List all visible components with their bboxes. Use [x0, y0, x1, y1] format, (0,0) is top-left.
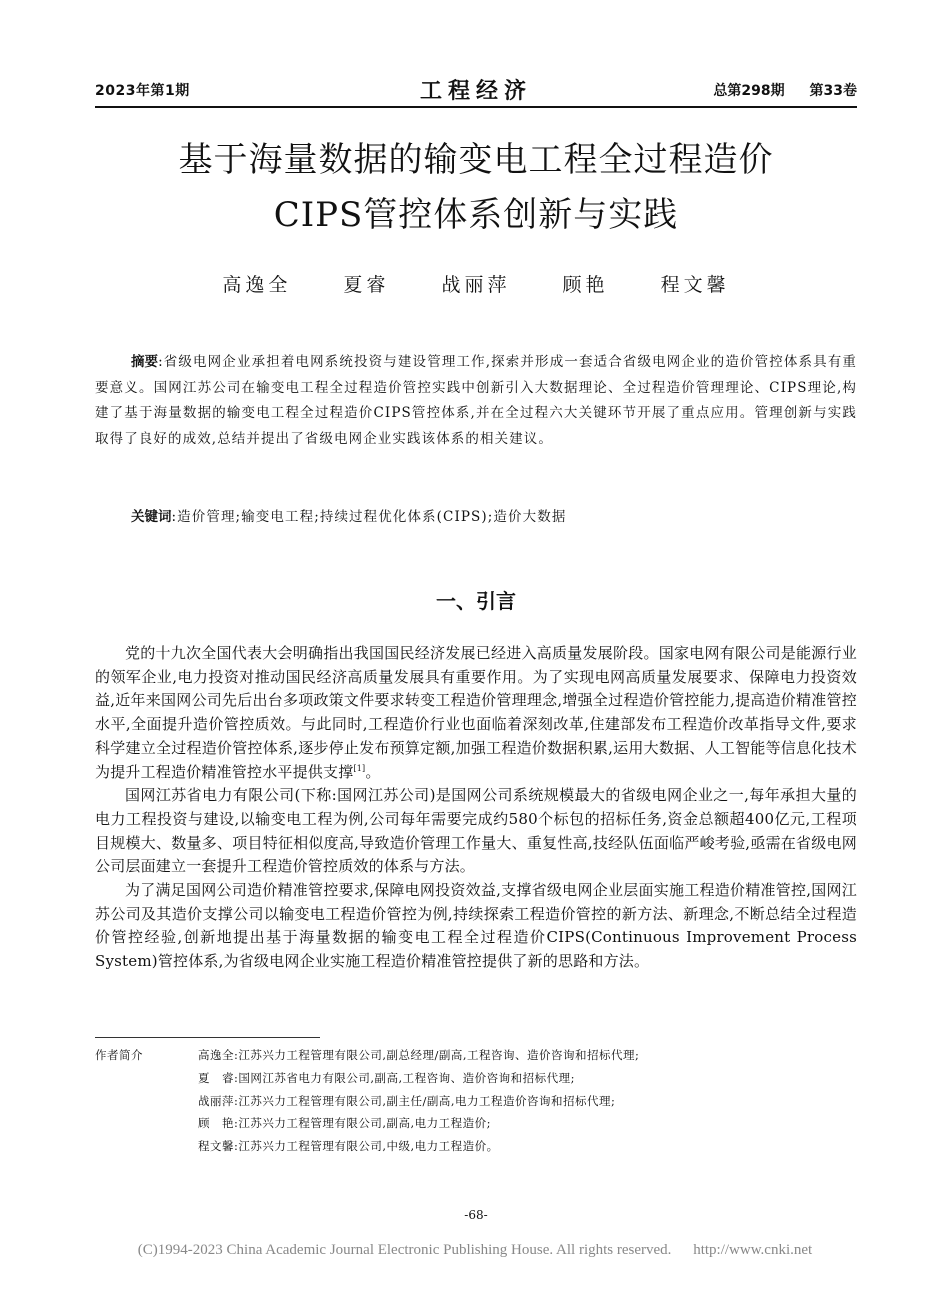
author-name: 顾艳	[562, 274, 609, 296]
paper-title-line-2: CIPS管控体系创新与实践	[273, 195, 679, 235]
body-paragraph: 为了满足国网公司造价精准管控要求,保障电网投资效益,支撑省级电网企业层面实施工程造价精准管控,国网江苏公司及其造价支撑公司以输变电工程造价管控为例,持续探索工程造价管控的新方法、新理念,不断总结全过程造价管控经验,创新地提出基于海量数据的输变电工程全过程造价CIPS(Continuous Improvement Process System)管控体系,为省级电网企业实施工程造价精准管控提供了新的思路和方法。	[95, 881, 857, 971]
copyright-text: (C)1994-2023 China Academic Journal Electronic Publishing House. All rights reserved.	[137, 1242, 672, 1258]
page-number: -68-	[464, 1208, 488, 1222]
keywords	[131, 505, 857, 525]
footnote-item: 高逸全:江苏兴力工程管理有限公司,副总经理/副高,工程咨询、造价咨询和招标代理;	[198, 1048, 640, 1062]
keywords-label: 关键词	[131, 509, 172, 525]
abstract-label: 摘要	[131, 354, 159, 370]
footnote-divider	[95, 1037, 320, 1038]
header-divider	[95, 106, 857, 108]
body-paragraph: 国网江苏省电力有限公司(下称:国网江苏公司)是国网公司系统规模最大的省级电网企业之一,每年承担大量的电力工程投资与建设,以输变电工程为例,公司每年需要完成约580个标包的招标任务,资金总额超400亿元,工程项目规模大、数量多、项目特征相似度高,导致造价管理工作量大、重复性高,技经队伍面临严峻考验,亟需在省级电网公司层面建立一套提升工程造价管控质效的体系与方法。	[95, 786, 857, 876]
paragraph-end: 。	[365, 762, 381, 781]
author-name: 程文馨	[660, 274, 730, 296]
body-paragraph	[95, 642, 857, 784]
footnote-item: 战丽萍:江苏兴力工程管理有限公司,副主任/副高,电力工程造价咨询和招标代理;	[198, 1093, 616, 1108]
keywords-text: :造价管理;输变电工程;持续过程优化体系(CIPS);造价大数据	[171, 509, 567, 525]
running-header	[95, 74, 857, 104]
body-text	[95, 642, 857, 974]
footnote-item: 程文馨:江苏兴力工程管理有限公司,中级,电力工程造价。	[198, 1139, 499, 1154]
author-list	[95, 270, 857, 297]
citation-ref[interactable]: [1]	[353, 763, 366, 773]
author-name: 高逸全	[222, 274, 292, 296]
footnote-title: 作者简介	[95, 1048, 143, 1062]
copyright-notice	[0, 1242, 950, 1259]
volume-label: 第33卷	[809, 83, 857, 99]
author-name: 夏睿	[343, 274, 390, 296]
copyright-url[interactable]: http://www.cnki.net	[693, 1242, 813, 1258]
paper-title-line-1: 基于海量数据的输变电工程全过程造价	[178, 140, 774, 180]
abstract	[95, 350, 857, 452]
abstract-text: :省级电网企业承担着电网系统投资与建设管理工作,探索并形成一套适合省级电网企业的造价管控体系具有重要意义。国网江苏公司在输变电工程全过程造价管控实践中创新引入大数据理论、全过程造价管理理论、CIPS理论,构建了基于海量数据的输变电工程全过程造价CIPS管控体系,并在全过程六大关键环节开展了重点应用。管理创新与实践取得了良好的成效,总结并提出了省级电网企业实践该体系的相关建议。	[95, 354, 857, 447]
footnote-list	[198, 1044, 858, 1158]
journal-name: 工程经济	[419, 79, 532, 104]
author-name: 战丽萍	[441, 274, 511, 296]
issue-label: 2023年第1期	[95, 83, 190, 99]
total-issue-label: 总第298期	[713, 83, 785, 99]
paragraph-text: 党的十九次全国代表大会明确指出我国国民经济发展已经进入高质量发展阶段。国家电网有限公司是能源行业的领军企业,电力投资对推动国民经济高质量发展具有重要作用。为了实现电网高质量发展要求、保障电力投资效益,近年来国网公司先后出台多项政策文件要求转变工程造价管理理念,增强全过程造价管控能力,提高造价精准管控水平,全面提升造价管控质效。与此同时,工程造价行业也面临着深刻改革,住建部发布工程造价改革指导文件,要求科学建立全过程造价管控体系,逐步停止发布预算定额,加强工程造价数据积累,运用大数据、人工智能等信息化技术为提升工程造价精准管控水平提供支撑	[95, 644, 857, 781]
section-heading: 一、引言	[436, 589, 516, 613]
volume-info	[693, 80, 857, 100]
footnote-item: 夏 睿:国网江苏省电力有限公司,副高,工程咨询、造价咨询和招标代理;	[198, 1070, 576, 1085]
footnote-item: 顾 艳:江苏兴力工程管理有限公司,副高,电力工程造价;	[198, 1116, 492, 1131]
